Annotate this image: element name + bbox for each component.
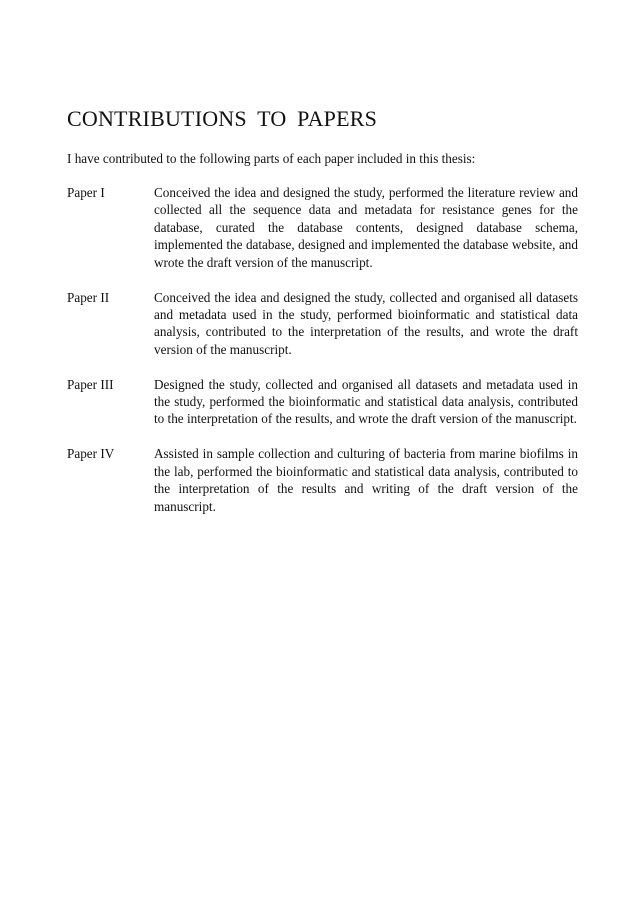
paper-label: Paper I bbox=[67, 185, 105, 200]
contribution-paper-4 bbox=[67, 445, 578, 515]
contribution-description: Designed the study, collected and organised all datasets and metadata used in the study, performed the bioinformatic and statistical data analysis, contributed to the interpretation of the results, and wrote the draft version of the manuscript. bbox=[154, 376, 578, 427]
contributions-list bbox=[67, 184, 578, 533]
paper-label: Paper II bbox=[67, 289, 110, 305]
paper-label: Paper IV bbox=[67, 446, 115, 462]
contribution-description: Assisted in sample collection and culturing of bacteria from marine biofilms in the lab, performed the bioinformatic and statistical data analysis, contributed to the interpretation of the results and writing of the draft version of the manuscript. bbox=[154, 446, 578, 514]
contribution-paper-1 bbox=[67, 184, 578, 271]
contribution-description: Conceived the idea and designed the study, collected and organised all datasets and metadata used in the study, performed bioinformatic and statistical data analysis, contributed to the interpretation of the results, and wrote the draft version of the manuscript. bbox=[154, 289, 578, 357]
page-title: CONTRIBUTIONS TO PAPERS bbox=[67, 106, 378, 131]
paper-label: Paper III bbox=[67, 376, 114, 392]
intro-text: I have contributed to the following parts of each paper included in this thesis: bbox=[67, 151, 476, 166]
contribution-description: Conceived the idea and designed the study, performed the literature review and collected all the sequence data and metadata for resistance genes for the database, curated the database contents, designed database schema, implemented the database, designed and implemented the database website, and wrote the draft version of the manuscript. bbox=[154, 185, 578, 270]
contribution-paper-3 bbox=[67, 376, 578, 428]
contribution-paper-2 bbox=[67, 289, 578, 359]
